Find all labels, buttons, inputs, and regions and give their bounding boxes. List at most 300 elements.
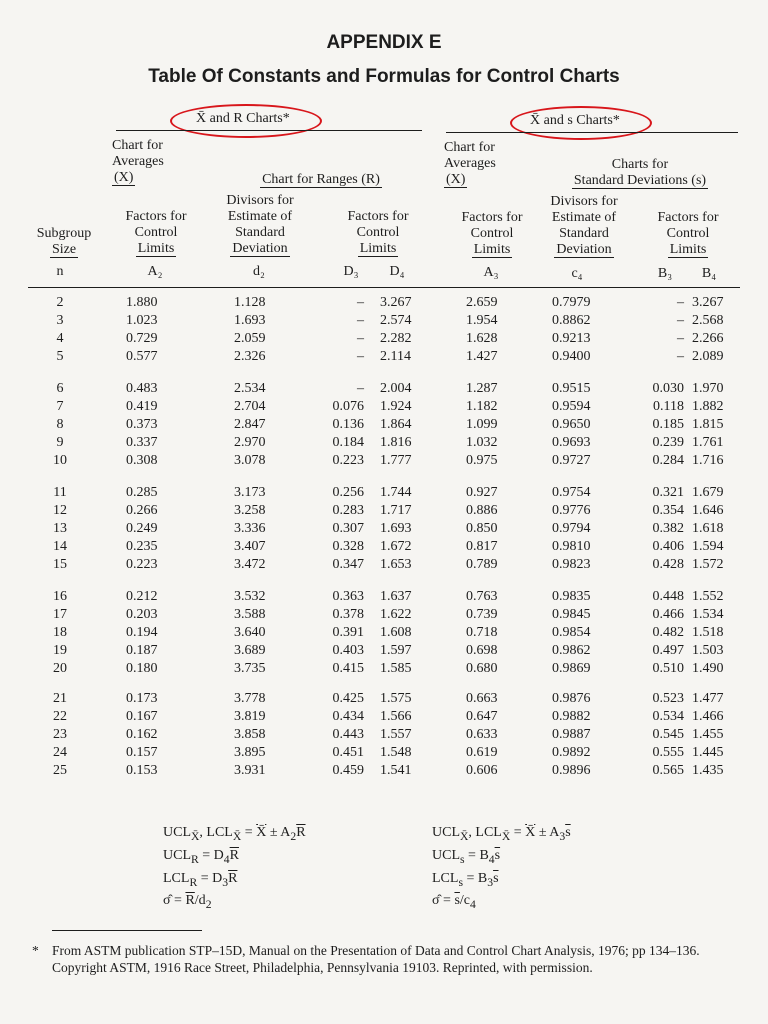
table-cell: 0.321 bbox=[652, 485, 684, 500]
table-cell: 2.326 bbox=[234, 349, 266, 364]
table-cell: 1.646 bbox=[692, 503, 724, 518]
table-cell: 1.744 bbox=[380, 485, 412, 500]
table-cell: 0.235 bbox=[126, 539, 158, 554]
table-column-d2 bbox=[234, 380, 284, 470]
header-charts-sd: Charts for Standard Deviations (s) bbox=[573, 157, 707, 188]
table-cell: 0.212 bbox=[126, 589, 158, 604]
table-cell: 1.679 bbox=[692, 485, 724, 500]
formulas-xs bbox=[432, 823, 571, 914]
formula-xr-lcl: $LCL_R = D_3\overline{R}$ bbox=[163, 870, 238, 889]
table-column-c4 bbox=[552, 484, 612, 574]
table-cell: 1.518 bbox=[692, 625, 724, 640]
table-cell: 0.789 bbox=[466, 557, 498, 572]
table-cell: 1.128 bbox=[234, 295, 266, 310]
table-cell: 1.716 bbox=[692, 453, 724, 468]
table-cell: 15 bbox=[53, 557, 67, 572]
table-column-d3 bbox=[322, 294, 364, 366]
table-cell: 0.9882 bbox=[552, 709, 591, 724]
footnote-text: From ASTM publication STP–15D, Manual on the Presentation of Data and Control Chart Analysis, 1976; pp 134–136. Copyright ASTM, 1916 Race Street, Philadelphia, Pennsylvania 19103. Reprinted, with permission. bbox=[52, 943, 700, 975]
table-column-b4 bbox=[692, 294, 732, 366]
table-cell: 1.864 bbox=[380, 417, 412, 432]
table-cell: 0.185 bbox=[652, 417, 684, 432]
symbol-c4: c₄ bbox=[571, 266, 583, 281]
table-cell: 1.541 bbox=[380, 763, 412, 778]
table-column-d4 bbox=[380, 484, 420, 574]
table-cell: 0.718 bbox=[466, 625, 498, 640]
table-cell: 3.078 bbox=[234, 453, 266, 468]
table-cell: 3.778 bbox=[234, 691, 266, 706]
formula-xr-ucl: $UCL_R = D_4\overline{R}$ bbox=[163, 847, 239, 866]
table-cell: 0.8862 bbox=[552, 313, 591, 328]
table-cell: – bbox=[677, 295, 684, 310]
table-cell: 0.284 bbox=[652, 453, 684, 468]
table-cell: 0.9869 bbox=[552, 661, 591, 676]
table-column-b4 bbox=[692, 588, 732, 678]
table-column-n bbox=[40, 690, 80, 780]
table-column-d3 bbox=[322, 588, 364, 678]
table-cell: 0.153 bbox=[126, 763, 158, 778]
table-cell: 0.347 bbox=[332, 557, 364, 572]
table-column-d3 bbox=[322, 380, 364, 470]
table-cell: 3.640 bbox=[234, 625, 266, 640]
table-cell: 0.555 bbox=[652, 745, 684, 760]
table-cell: 3.931 bbox=[234, 763, 266, 778]
table-cell: 4 bbox=[56, 331, 64, 346]
table-cell: 2.266 bbox=[692, 331, 724, 346]
table-cell: 0.373 bbox=[126, 417, 158, 432]
table-cell: 1.672 bbox=[380, 539, 412, 554]
table-cell: 0.382 bbox=[652, 521, 684, 536]
table-cell: 6 bbox=[56, 381, 64, 396]
table-column-a2 bbox=[126, 484, 176, 574]
table-cell: 0.9810 bbox=[552, 539, 591, 554]
table-cell: 3.532 bbox=[234, 589, 266, 604]
table-cell: 0.739 bbox=[466, 607, 498, 622]
table-cell: 1.503 bbox=[692, 643, 724, 658]
rule-top-xr bbox=[116, 130, 422, 131]
table-cell: 0.565 bbox=[652, 763, 684, 778]
header-chart-averages-xr: Chart for Averages (X) bbox=[112, 138, 164, 185]
table-cell: 1.880 bbox=[126, 295, 158, 310]
table-cell: 3.267 bbox=[692, 295, 724, 310]
table-cell: 0.647 bbox=[466, 709, 498, 724]
table-cell: 0.187 bbox=[126, 643, 158, 658]
table-cell: 1.435 bbox=[692, 763, 724, 778]
table-cell: 0.927 bbox=[466, 485, 498, 500]
header-divisors-2: Divisors for Estimate of Standard Deviation bbox=[550, 194, 618, 257]
table-cell: 1.477 bbox=[692, 691, 724, 706]
table-cell: 0.180 bbox=[126, 661, 158, 676]
table-cell: 0.283 bbox=[332, 503, 364, 518]
table-column-n bbox=[40, 588, 80, 678]
table-cell: 1.557 bbox=[380, 727, 412, 742]
table-cell: 0.448 bbox=[652, 589, 684, 604]
table-cell: 0.443 bbox=[332, 727, 364, 742]
table-cell: 1.182 bbox=[466, 399, 498, 414]
table-cell: 0.534 bbox=[652, 709, 684, 724]
group-label-xs: X̄ and s Charts* bbox=[530, 113, 620, 128]
table-cell: 0.363 bbox=[332, 589, 364, 604]
table-cell: 2.004 bbox=[380, 381, 412, 396]
table-cell: 1.637 bbox=[380, 589, 412, 604]
table-cell: 1.032 bbox=[466, 435, 498, 450]
header-divisors-1: Divisors for Estimate of Standard Deviation bbox=[226, 193, 294, 256]
table-cell: 0.378 bbox=[332, 607, 364, 622]
table-cell: 1.552 bbox=[692, 589, 724, 604]
table-cell: 1.099 bbox=[466, 417, 498, 432]
symbol-d4: D₄ bbox=[389, 264, 405, 279]
table-cell: 0.9776 bbox=[552, 503, 591, 518]
table-cell: 0.9854 bbox=[552, 625, 591, 640]
table-cell: 0.9515 bbox=[552, 381, 591, 396]
symbol-d3: D₃ bbox=[343, 264, 359, 279]
table-cell: 1.777 bbox=[380, 453, 412, 468]
footnote-rule bbox=[52, 930, 202, 931]
table-cell: 0.173 bbox=[126, 691, 158, 706]
table-column-d4 bbox=[380, 588, 420, 678]
table-column-a3 bbox=[466, 294, 516, 366]
table-cell: 0.9400 bbox=[552, 349, 591, 364]
table-cell: 1.445 bbox=[692, 745, 724, 760]
table-cell: 1.882 bbox=[692, 399, 724, 414]
header-factors-cl-3: Factors for Control Limits bbox=[461, 210, 523, 257]
table-cell: 1.618 bbox=[692, 521, 724, 536]
table-cell: 0.466 bbox=[652, 607, 684, 622]
table-cell: 3 bbox=[56, 313, 64, 328]
header-subgroup: Subgroup Size bbox=[36, 226, 92, 257]
table-cell: 3.735 bbox=[234, 661, 266, 676]
formula-xr-limits: $UCL_{X̄}$, $LCL_{X̄}$ = X̄ ± $A_2\overline{R}$ bbox=[163, 825, 306, 843]
table-cell: 0.606 bbox=[466, 763, 498, 778]
table-cell: 1.455 bbox=[692, 727, 724, 742]
table-cell: 11 bbox=[53, 485, 67, 500]
table-cell: 0.419 bbox=[126, 399, 158, 414]
table-column-d4 bbox=[380, 380, 420, 470]
table-cell: 1.717 bbox=[380, 503, 412, 518]
table-cell: 0.9794 bbox=[552, 521, 591, 536]
header-factors-cl-4: Factors for Control Limits bbox=[657, 210, 719, 257]
table-cell: 17 bbox=[53, 607, 67, 622]
table-cell: 3.858 bbox=[234, 727, 266, 742]
table-cell: 1.466 bbox=[692, 709, 724, 724]
table-cell: 0.680 bbox=[466, 661, 498, 676]
table-cell: 0.9896 bbox=[552, 763, 591, 778]
table-cell: 2.059 bbox=[234, 331, 266, 346]
table-cell: 0.497 bbox=[652, 643, 684, 658]
header-chart-averages-xs: Chart for Averages (X) bbox=[444, 140, 496, 187]
table-cell: 7 bbox=[56, 399, 64, 414]
table-cell: 1.622 bbox=[380, 607, 412, 622]
table-column-a3 bbox=[466, 690, 516, 780]
formula-xs-ucl: $UCL_s = B_4\overline{s}$ bbox=[432, 847, 501, 866]
table-cell: 2.847 bbox=[234, 417, 266, 432]
table-cell: 1.954 bbox=[466, 313, 498, 328]
table-cell: 0.886 bbox=[466, 503, 498, 518]
table-column-d4 bbox=[380, 690, 420, 780]
table-cell: 0.184 bbox=[332, 435, 364, 450]
table-cell: 2.704 bbox=[234, 399, 266, 414]
table-column-c4 bbox=[552, 380, 612, 470]
table-column-n bbox=[40, 484, 80, 574]
table-cell: 3.472 bbox=[234, 557, 266, 572]
table-cell: 1.548 bbox=[380, 745, 412, 760]
table-cell: 0.633 bbox=[466, 727, 498, 742]
table-cell: 0.307 bbox=[332, 521, 364, 536]
table-cell: 0.415 bbox=[332, 661, 364, 676]
table-cell: 1.575 bbox=[380, 691, 412, 706]
table-column-d2 bbox=[234, 484, 284, 574]
table-cell: 3.588 bbox=[234, 607, 266, 622]
rule-symbols bbox=[28, 287, 740, 288]
table-cell: 2.534 bbox=[234, 381, 266, 396]
table-cell: 0.9727 bbox=[552, 453, 591, 468]
table-cell: 0.523 bbox=[652, 691, 684, 706]
table-column-c4 bbox=[552, 294, 612, 366]
table-column-a3 bbox=[466, 380, 516, 470]
table-cell: 2.568 bbox=[692, 313, 724, 328]
table-cell: – bbox=[357, 349, 364, 364]
table-cell: 3.336 bbox=[234, 521, 266, 536]
table-cell: 3.819 bbox=[234, 709, 266, 724]
table-cell: 0.328 bbox=[332, 539, 364, 554]
table-column-a2 bbox=[126, 588, 176, 678]
group-label-xr: X̄ and R Charts* bbox=[196, 111, 290, 126]
table-cell: – bbox=[357, 295, 364, 310]
table-column-d2 bbox=[234, 588, 284, 678]
table-cell: 0.136 bbox=[332, 417, 364, 432]
table-cell: 14 bbox=[53, 539, 67, 554]
table-cell: 0.118 bbox=[653, 399, 684, 414]
table-column-b3 bbox=[640, 294, 684, 366]
table-cell: – bbox=[357, 331, 364, 346]
table-column-b4 bbox=[692, 484, 732, 574]
table-cell: 0.223 bbox=[332, 453, 364, 468]
table-cell: 0.203 bbox=[126, 607, 158, 622]
table-cell: – bbox=[357, 381, 364, 396]
table-column-d2 bbox=[234, 690, 284, 780]
symbol-a3: A₃ bbox=[483, 265, 499, 280]
table-cell: 0.9213 bbox=[552, 331, 591, 346]
table-cell: 0.9594 bbox=[552, 399, 591, 414]
table-column-n bbox=[40, 294, 80, 366]
table-cell: 0.459 bbox=[332, 763, 364, 778]
table-cell: 0.9693 bbox=[552, 435, 591, 450]
table-cell: 1.534 bbox=[692, 607, 724, 622]
table-cell: 0.406 bbox=[652, 539, 684, 554]
table-cell: 0.9862 bbox=[552, 643, 591, 658]
table-cell: 1.970 bbox=[692, 381, 724, 396]
table-cell: 2.282 bbox=[380, 331, 412, 346]
table-cell: – bbox=[677, 349, 684, 364]
table-cell: 3.407 bbox=[234, 539, 266, 554]
table-cell: 2.970 bbox=[234, 435, 266, 450]
table-cell: 0.391 bbox=[332, 625, 364, 640]
table-cell: 0.9754 bbox=[552, 485, 591, 500]
table-cell: 0.162 bbox=[126, 727, 158, 742]
table-column-a3 bbox=[466, 484, 516, 574]
table-cell: 0.850 bbox=[466, 521, 498, 536]
table-cell: 1.597 bbox=[380, 643, 412, 658]
table-cell: 0.9892 bbox=[552, 745, 591, 760]
table-column-d3 bbox=[322, 690, 364, 780]
table-cell: 10 bbox=[53, 453, 67, 468]
table-cell: 1.585 bbox=[380, 661, 412, 676]
table-column-a2 bbox=[126, 690, 176, 780]
table-cell: 0.9876 bbox=[552, 691, 591, 706]
table-cell: 3.267 bbox=[380, 295, 412, 310]
table-cell: 1.427 bbox=[466, 349, 498, 364]
table-column-c4 bbox=[552, 690, 612, 780]
table-cell: 0.308 bbox=[126, 453, 158, 468]
table-cell: 1.287 bbox=[466, 381, 498, 396]
table-cell: 0.451 bbox=[332, 745, 364, 760]
table-cell: 0.167 bbox=[126, 709, 158, 724]
table-cell: 19 bbox=[53, 643, 67, 658]
appendix-label: APPENDIX E bbox=[326, 32, 442, 53]
table-cell: 0.9650 bbox=[552, 417, 591, 432]
table-cell: 0.256 bbox=[332, 485, 364, 500]
table-cell: 0.076 bbox=[332, 399, 364, 414]
table-cell: 0.7979 bbox=[552, 295, 591, 310]
table-cell: 0.577 bbox=[126, 349, 158, 364]
symbol-b3: B₃ bbox=[657, 266, 673, 281]
footnote bbox=[32, 942, 732, 976]
table-cell: 0.817 bbox=[466, 539, 498, 554]
table-column-n bbox=[40, 380, 80, 470]
formulas-xr bbox=[163, 823, 306, 914]
table-cell: 1.815 bbox=[692, 417, 724, 432]
table-cell: 0.403 bbox=[332, 643, 364, 658]
table-cell: 1.653 bbox=[380, 557, 412, 572]
table-cell: 0.663 bbox=[466, 691, 498, 706]
table-cell: 1.023 bbox=[126, 313, 158, 328]
table-cell: 0.434 bbox=[332, 709, 364, 724]
symbol-n: n bbox=[56, 264, 64, 279]
table-cell: 0.545 bbox=[652, 727, 684, 742]
table-cell: 13 bbox=[53, 521, 67, 536]
table-cell: 2.089 bbox=[692, 349, 724, 364]
table-cell: 0.763 bbox=[466, 589, 498, 604]
table-cell: 3.173 bbox=[234, 485, 266, 500]
table-column-d3 bbox=[322, 484, 364, 574]
footnote-marker: * bbox=[32, 943, 39, 958]
table-cell: – bbox=[677, 331, 684, 346]
table-cell: – bbox=[677, 313, 684, 328]
formula-xs-limits: $UCL_{X̄}$, $LCL_{X̄}$ = X̄ ± $A_3\overline{s}$ bbox=[432, 825, 571, 843]
table-cell: 0.619 bbox=[466, 745, 498, 760]
table-cell: 0.510 bbox=[652, 661, 684, 676]
table-cell: 0.9845 bbox=[552, 607, 591, 622]
table-column-b4 bbox=[692, 380, 732, 470]
table-cell: 0.428 bbox=[652, 557, 684, 572]
table-cell: 2.574 bbox=[380, 313, 412, 328]
table-column-d2 bbox=[234, 294, 284, 366]
table-cell: 1.572 bbox=[692, 557, 724, 572]
formula-xs-sigma: σ̂ = $\overline{s}/c_4$ bbox=[432, 893, 476, 912]
table-cell: 1.608 bbox=[380, 625, 412, 640]
symbol-a2: A₂ bbox=[147, 264, 163, 279]
table-cell: 0.337 bbox=[126, 435, 158, 450]
table-cell: 0.157 bbox=[126, 745, 158, 760]
table-cell: 0.194 bbox=[126, 625, 158, 640]
table-column-b3 bbox=[640, 588, 684, 678]
table-cell: 1.490 bbox=[692, 661, 724, 676]
table-cell: 9 bbox=[56, 435, 64, 450]
table-cell: 0.354 bbox=[652, 503, 684, 518]
table-cell: 23 bbox=[53, 727, 67, 742]
table-cell: 2.114 bbox=[380, 349, 411, 364]
table-cell: 0.9823 bbox=[552, 557, 591, 572]
table-cell: 1.594 bbox=[692, 539, 724, 554]
table-cell: 3.689 bbox=[234, 643, 266, 658]
table-cell: 3.895 bbox=[234, 745, 266, 760]
table-cell: 5 bbox=[56, 349, 64, 364]
table-cell: 16 bbox=[53, 589, 67, 604]
table-cell: 22 bbox=[53, 709, 67, 724]
table-cell: 8 bbox=[56, 417, 64, 432]
table-cell: 2 bbox=[56, 295, 64, 310]
table-cell: 2.659 bbox=[466, 295, 498, 310]
table-column-c4 bbox=[552, 588, 612, 678]
table-cell: 1.816 bbox=[380, 435, 412, 450]
table-column-a2 bbox=[126, 380, 176, 470]
table-cell: 24 bbox=[53, 745, 67, 760]
table-cell: 0.266 bbox=[126, 503, 158, 518]
header-chart-ranges: Chart for Ranges (R) bbox=[262, 172, 380, 187]
table-cell: 0.482 bbox=[652, 625, 684, 640]
table-cell: 0.483 bbox=[126, 381, 158, 396]
table-cell: 0.223 bbox=[126, 557, 158, 572]
table-column-b3 bbox=[640, 380, 684, 470]
symbol-d2: d₂ bbox=[253, 264, 265, 279]
table-cell: 3.258 bbox=[234, 503, 266, 518]
table-cell: 1.628 bbox=[466, 331, 498, 346]
table-cell: 0.698 bbox=[466, 643, 498, 658]
table-column-a3 bbox=[466, 588, 516, 678]
table-cell: 18 bbox=[53, 625, 67, 640]
table-cell: 0.975 bbox=[466, 453, 498, 468]
header-factors-cl-2: Factors for Control Limits bbox=[347, 209, 409, 256]
table-column-b3 bbox=[640, 484, 684, 574]
table-cell: – bbox=[357, 313, 364, 328]
page-title: Table Of Constants and Formulas for Control Charts bbox=[148, 66, 620, 87]
table-cell: 0.9835 bbox=[552, 589, 591, 604]
formula-xr-sigma: σ̂ = $\overline{R}/d_2$ bbox=[163, 893, 212, 912]
table-cell: 0.249 bbox=[126, 521, 158, 536]
table-cell: 0.425 bbox=[332, 691, 364, 706]
table-column-b4 bbox=[692, 690, 732, 780]
table-column-a2 bbox=[126, 294, 176, 366]
table-cell: 1.693 bbox=[380, 521, 412, 536]
table-cell: 0.030 bbox=[652, 381, 684, 396]
table-cell: 0.285 bbox=[126, 485, 158, 500]
formula-xs-lcl: $LCL_s = B_3\overline{s}$ bbox=[432, 870, 499, 889]
table-cell: 1.566 bbox=[380, 709, 412, 724]
table-column-b3 bbox=[640, 690, 684, 780]
table-cell: 12 bbox=[53, 503, 67, 518]
table-cell: 1.924 bbox=[380, 399, 412, 414]
table-cell: 21 bbox=[53, 691, 67, 706]
table-cell: 1.761 bbox=[692, 435, 724, 450]
header-factors-cl-1: Factors for Control Limits bbox=[125, 209, 187, 256]
rule-top-xs bbox=[446, 132, 738, 133]
table-column-d4 bbox=[380, 294, 420, 366]
table-cell: 1.693 bbox=[234, 313, 266, 328]
table-cell: 20 bbox=[53, 661, 67, 676]
table-cell: 0.239 bbox=[652, 435, 684, 450]
symbol-b4: B₄ bbox=[701, 266, 717, 281]
table-cell: 0.729 bbox=[126, 331, 158, 346]
